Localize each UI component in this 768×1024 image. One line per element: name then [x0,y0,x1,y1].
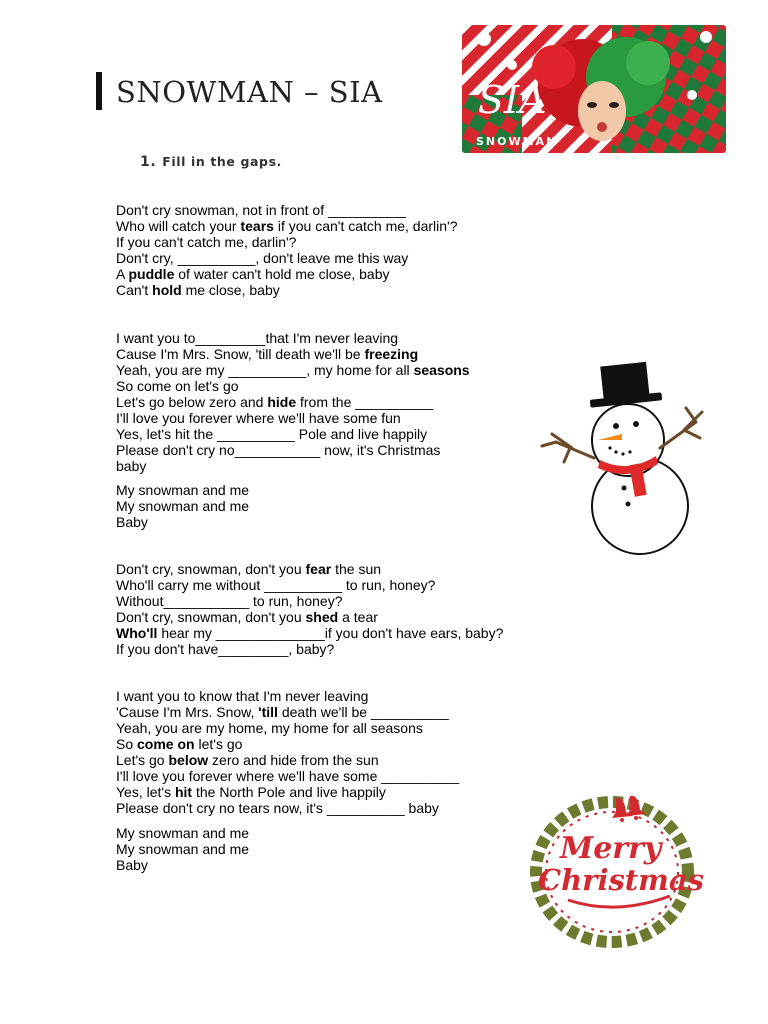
lyric-line [116,218,458,234]
lyric-text: Please don't cry no___________ now, it's Christmas [116,442,441,458]
lyric-text: Don't cry, snowman, don't you [116,561,306,577]
lyric-line [116,394,470,410]
lyric-line [116,641,503,657]
lyric-text: Please don't cry no tears now, it's __________ baby [116,800,439,816]
lyric-text: from the __________ [296,394,434,410]
lyric-text: Cause I'm Mrs. Snow, 'till death we'll be [116,346,365,362]
lyric-line [116,330,470,346]
lyric-text: if you can't catch me, darlin'? [273,218,458,234]
lyrics-stanza [116,825,249,873]
lyric-keyword: freezing [364,346,419,362]
lyrics-stanza [116,561,503,657]
lyrics-stanza [116,330,470,474]
lyric-text: If you can't catch me, darlin'? [116,234,297,250]
lyric-text: Can't [116,282,153,298]
album-cover-image [462,25,726,153]
lyric-keyword: hold [152,282,182,298]
lyric-keyword: seasons [413,362,470,378]
lyric-text: If you don't have_________, baby? [116,641,335,657]
lyric-line [116,561,503,577]
lyric-text: My snowman and me [116,482,250,498]
lyric-text: Baby [116,514,148,530]
lyric-line [116,482,249,498]
lyric-text: baby [116,458,147,474]
wreath-text-christmas: Christmas [538,863,704,897]
lyric-line [116,442,470,458]
lyric-keyword: hit [174,784,193,800]
lyric-text: Don't cry snowman, not in front of __________ [116,202,406,218]
lyric-text: zero and hide from the sun [208,752,379,768]
exercise-instruction [140,154,282,170]
lyric-keyword: tears [240,218,274,234]
lyric-text: 'Cause I'm Mrs. Snow, [116,704,259,720]
lyric-text: Who'll carry me without __________ to run, honey? [116,577,436,593]
lyric-text: I want you to know that I'm never leaving [116,688,369,704]
lyric-line [116,609,503,625]
lyric-keyword: hide [267,394,297,410]
lyric-keyword: 'till [258,704,278,720]
lyric-line [116,593,503,609]
lyric-text: death we'll be __________ [277,704,449,720]
lyric-text: the North Pole and live happily [192,784,386,800]
lyrics-stanza [116,688,459,816]
lyric-text: Baby [116,857,148,873]
lyric-text: of water can't hold me close, baby [174,266,390,282]
album-title-text: SNOWMAN [476,135,558,148]
lyric-text: Let's go below zero and [116,394,268,410]
lyric-line [116,841,249,857]
lyric-text: I want you to_________that I'm never leaving [116,330,399,346]
lyric-text: I'll love you forever where we'll have some __________ [116,768,460,784]
lyric-text: Without___________ to run, honey? [116,593,343,609]
lyric-text: Don't cry, snowman, don't you [116,609,306,625]
lyric-line [116,688,459,704]
lyric-keyword: below [168,752,209,768]
lyrics-stanza [116,482,249,530]
snowman-illustration [536,356,716,556]
lyric-line [116,768,459,784]
lyric-text: Who will catch your [116,218,241,234]
lyric-text: let's go [194,736,243,752]
lyric-text: I'll love you forever where we'll have some fun [116,410,401,426]
lyric-line [116,410,470,426]
lyric-text: Yeah, you are my __________, my home for all [116,362,414,378]
lyric-line [116,234,458,250]
lyric-line [116,752,459,768]
lyric-text: hear my ______________if you don't have ears, baby? [157,625,504,641]
lyric-line [116,458,470,474]
lyric-line [116,514,249,530]
instruction-number: 1. [140,154,157,170]
lyric-text: Yes, let's [116,784,175,800]
instruction-text: Fill in the gaps. [162,154,282,169]
lyric-text: My snowman and me [116,841,250,857]
lyric-text: Let's go [116,752,169,768]
lyric-text: Don't cry, __________, don't leave me this way [116,250,409,266]
lyric-line [116,625,503,641]
lyrics-stanza [116,202,458,298]
lyric-text: Yeah, you are my home, my home for all seasons [116,720,423,736]
lyric-line [116,857,249,873]
lyric-text: My snowman and me [116,498,250,514]
lyric-line [116,704,459,720]
wreath-text-merry: Merry [560,831,662,866]
lyric-text: My snowman and me [116,825,250,841]
page-title: SNOWMAN – SIA [116,75,383,109]
lyric-line [116,266,458,282]
lyric-text: a tear [338,609,378,625]
lyric-line [116,362,470,378]
lyric-line [116,720,459,736]
lyric-line [116,202,458,218]
lyric-text: me close, baby [181,282,280,298]
merry-christmas-wreath [520,782,720,954]
lyric-keyword: come on [137,736,195,752]
lyric-text: So [116,736,138,752]
lyric-line [116,498,249,514]
lyric-line [116,378,470,394]
lyric-keyword: Who'll [116,625,158,641]
lyric-text: So come on let's go [116,378,239,394]
lyric-text: the sun [331,561,382,577]
lyric-keyword: puddle [128,266,175,282]
lyric-line [116,250,458,266]
title-accent-bar [96,72,102,110]
lyric-line [116,426,470,442]
lyric-line [116,784,459,800]
lyric-keyword: shed [305,609,339,625]
lyric-text: Yes, let's hit the __________ Pole and live happily [116,426,428,442]
album-artist-text: SIA [478,78,547,122]
lyric-line [116,346,470,362]
lyric-text: A [116,266,129,282]
lyric-line [116,577,503,593]
lyric-line [116,825,249,841]
lyric-line [116,282,458,298]
lyric-line [116,736,459,752]
lyric-line [116,800,459,816]
lyric-keyword: fear [305,561,332,577]
